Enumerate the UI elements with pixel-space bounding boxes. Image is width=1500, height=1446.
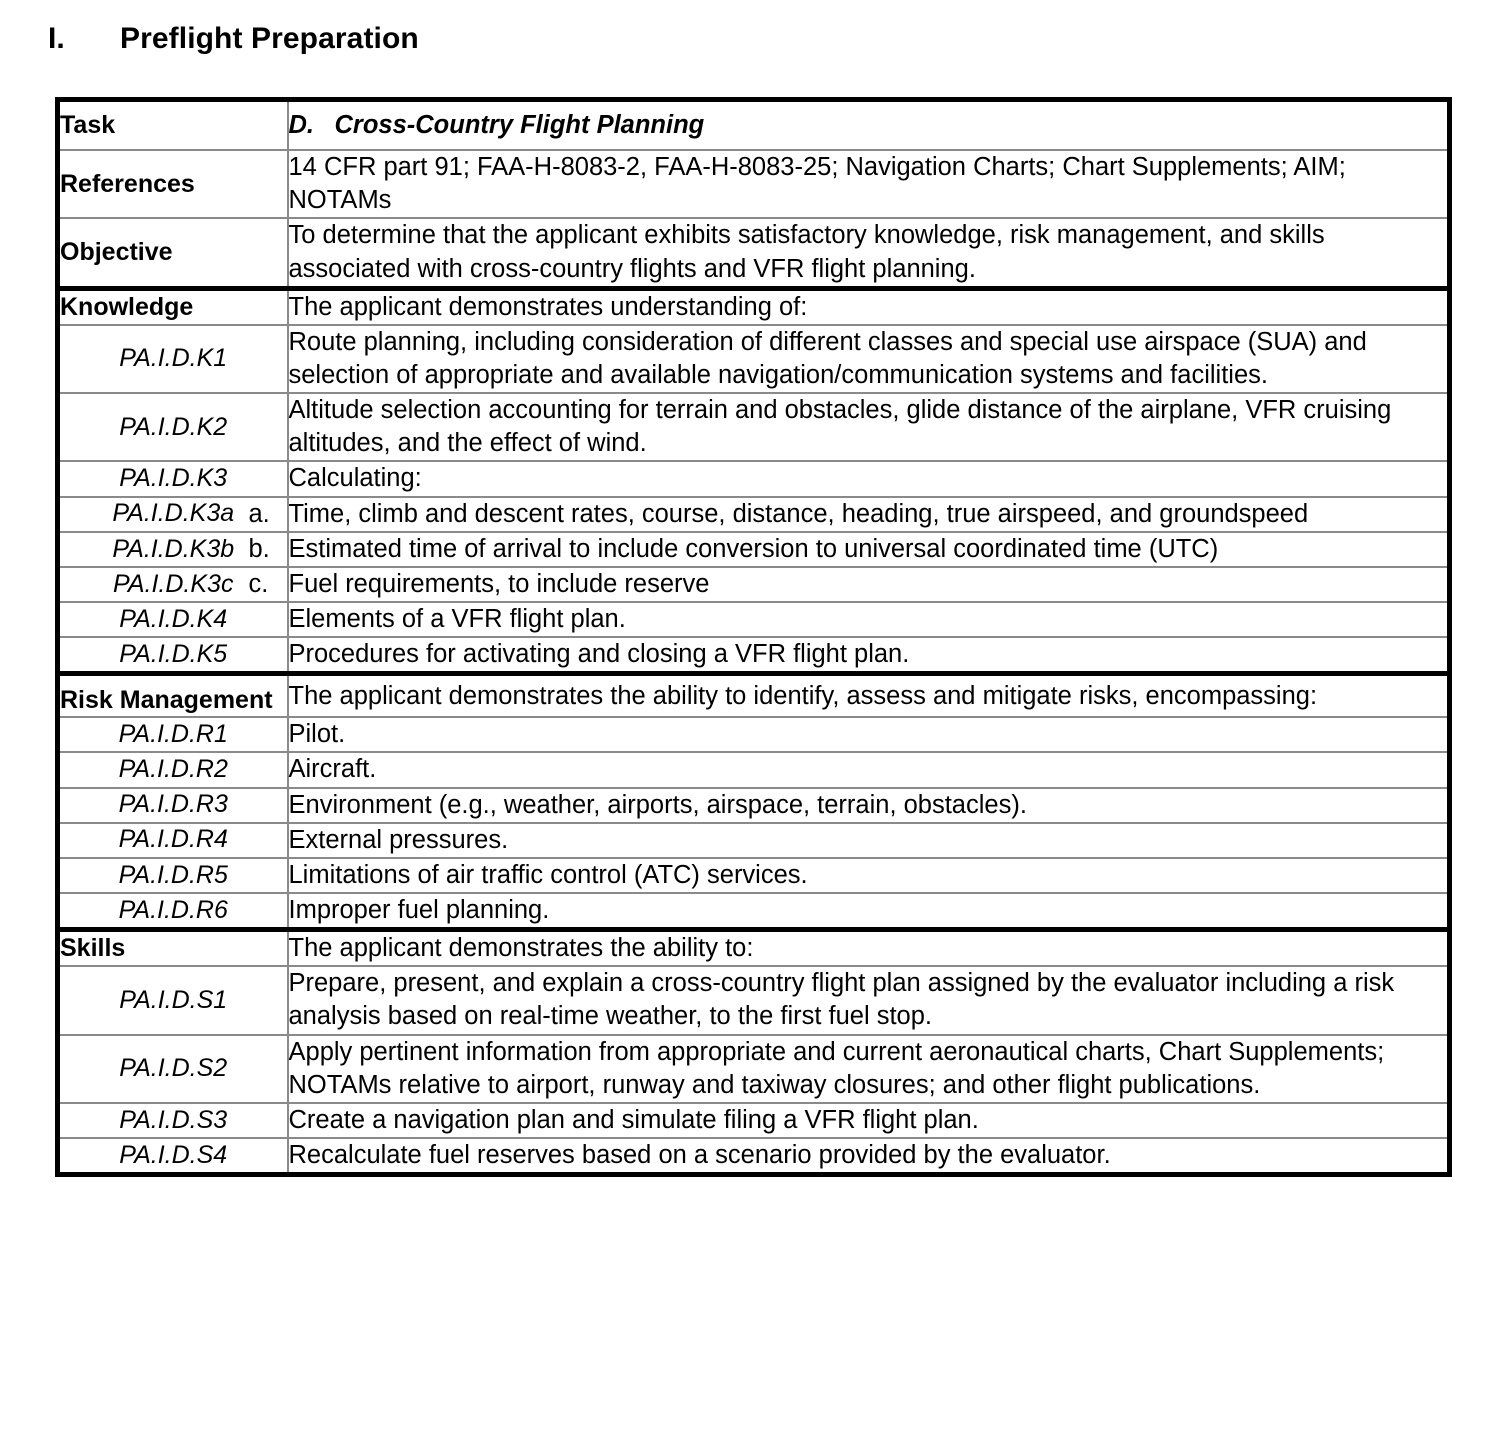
- section-numeral: I.: [48, 22, 65, 55]
- item-text: Fuel requirements, to include reserve: [288, 569, 710, 598]
- page-title: [48, 22, 419, 56]
- item-text: Improper fuel planning.: [288, 893, 1450, 930]
- item-code: PA.I.D.K3c: [58, 567, 288, 602]
- item-text: Prepare, present, and explain a cross-country flight plan assigned by the evaluator including a risk analysis based on real-time weather, to the first fuel stop.: [288, 966, 1450, 1034]
- item-text: Limitations of air traffic control (ATC) services.: [288, 858, 1450, 893]
- table-row-knowledge-header: [58, 288, 1450, 325]
- table-row: [58, 325, 1450, 393]
- table-row-references: [58, 150, 1450, 218]
- list-marker: c.: [248, 569, 269, 598]
- item-text: Aircraft.: [288, 752, 1450, 787]
- table-row: [58, 893, 1450, 930]
- item-text: Calculating:: [288, 461, 1450, 496]
- table-row: [58, 497, 1450, 532]
- item-code: PA.I.D.K3b: [58, 532, 288, 567]
- item-text: Altitude selection accounting for terrain and obstacles, glide distance of the airplane, VFR cruising altitudes, and the effect of wind.: [288, 393, 1450, 461]
- table-row-skills-header: [58, 930, 1450, 967]
- table-row: [58, 752, 1450, 787]
- row-label-objective: Objective: [58, 218, 288, 288]
- table-row: [58, 1103, 1450, 1138]
- row-label-references: References: [58, 150, 288, 218]
- table-row: [58, 858, 1450, 893]
- task-letter: D.: [288, 111, 314, 139]
- item-code: PA.I.D.R4: [58, 823, 288, 858]
- table-row: [58, 788, 1450, 823]
- list-marker: a.: [248, 499, 270, 528]
- item-text-lettered: [248, 567, 1450, 602]
- item-text: Route planning, including consideration of different classes and special use airspace (SUA) and selection of appropriate and available navigation/communication systems and facilities.: [288, 325, 1450, 393]
- item-text: External pressures.: [288, 823, 1450, 858]
- item-code: PA.I.D.K2: [58, 393, 288, 461]
- item-text: Create a navigation plan and simulate filing a VFR flight plan.: [288, 1103, 1450, 1138]
- table-row: [58, 823, 1450, 858]
- item-text: Apply pertinent information from appropriate and current aeronautical charts, Chart Supplements; NOTAMs relative to airport, runway and taxiway closures; and other flight publications.: [288, 1035, 1450, 1103]
- acs-task-table: [55, 97, 1452, 1177]
- objective-text: To determine that the applicant exhibits satisfactory knowledge, risk management, and skills associated with cross-country flights and VFR flight planning.: [288, 218, 1450, 288]
- item-code: PA.I.D.R2: [58, 752, 288, 787]
- row-label-risk-management: Risk Management: [58, 674, 288, 718]
- item-code: PA.I.D.K5: [58, 637, 288, 674]
- table-row-risk-header: [58, 674, 1450, 718]
- item-code: PA.I.D.S4: [58, 1138, 288, 1175]
- item-text-lettered: [248, 532, 1450, 567]
- item-code: PA.I.D.R5: [58, 858, 288, 893]
- table-row-task: [58, 100, 1450, 151]
- item-code: PA.I.D.S1: [58, 966, 288, 1034]
- item-text: Procedures for activating and closing a VFR flight plan.: [288, 637, 1450, 674]
- item-text: Time, climb and descent rates, course, distance, heading, true airspeed, and groundspeed: [288, 499, 1309, 528]
- skills-intro-text: The applicant demonstrates the ability to:: [288, 930, 1450, 967]
- item-code: PA.I.D.S2: [58, 1035, 288, 1103]
- table-row: [58, 966, 1450, 1034]
- item-code: PA.I.D.K4: [58, 602, 288, 637]
- task-title-cell: [288, 100, 1450, 151]
- section-title-text: Preflight Preparation: [120, 22, 419, 55]
- item-text-lettered: [248, 497, 1450, 532]
- row-label-knowledge: Knowledge: [58, 288, 288, 325]
- row-label-task: Task: [58, 100, 288, 151]
- item-text: Elements of a VFR flight plan.: [288, 602, 1450, 637]
- item-code: PA.I.D.K3a: [58, 497, 288, 532]
- item-text: Estimated time of arrival to include conversion to universal coordinated time (UTC): [288, 534, 1219, 563]
- knowledge-intro-text: The applicant demonstrates understanding of:: [288, 288, 1450, 325]
- item-text: Recalculate fuel reserves based on a scenario provided by the evaluator.: [288, 1138, 1450, 1175]
- item-text: Pilot.: [288, 717, 1450, 752]
- table-row: [58, 461, 1450, 496]
- table-row: [58, 567, 1450, 602]
- table-row: [58, 717, 1450, 752]
- item-code: PA.I.D.R6: [58, 893, 288, 930]
- table-row: [58, 532, 1450, 567]
- item-code: PA.I.D.K1: [58, 325, 288, 393]
- references-text: 14 CFR part 91; FAA-H-8083-2, FAA-H-8083-25; Navigation Charts; Chart Supplements; AIM; NOTAMs: [288, 150, 1450, 218]
- item-code: PA.I.D.S3: [58, 1103, 288, 1138]
- item-code: PA.I.D.R3: [58, 788, 288, 823]
- table-row: [58, 602, 1450, 637]
- item-code: PA.I.D.R1: [58, 717, 288, 752]
- item-text: Environment (e.g., weather, airports, airspace, terrain, obstacles).: [288, 788, 1450, 823]
- table-row: [58, 637, 1450, 674]
- table-row: [58, 393, 1450, 461]
- row-label-skills: Skills: [58, 930, 288, 967]
- list-marker: b.: [248, 534, 270, 563]
- table-row: [58, 1035, 1450, 1103]
- table-row-objective: [58, 218, 1450, 288]
- item-code: PA.I.D.K3: [58, 461, 288, 496]
- risk-intro-text: The applicant demonstrates the ability to identify, assess and mitigate risks, encompassing:: [288, 674, 1450, 718]
- task-title-text: Cross-Country Flight Planning: [334, 111, 705, 139]
- table-row: [58, 1138, 1450, 1175]
